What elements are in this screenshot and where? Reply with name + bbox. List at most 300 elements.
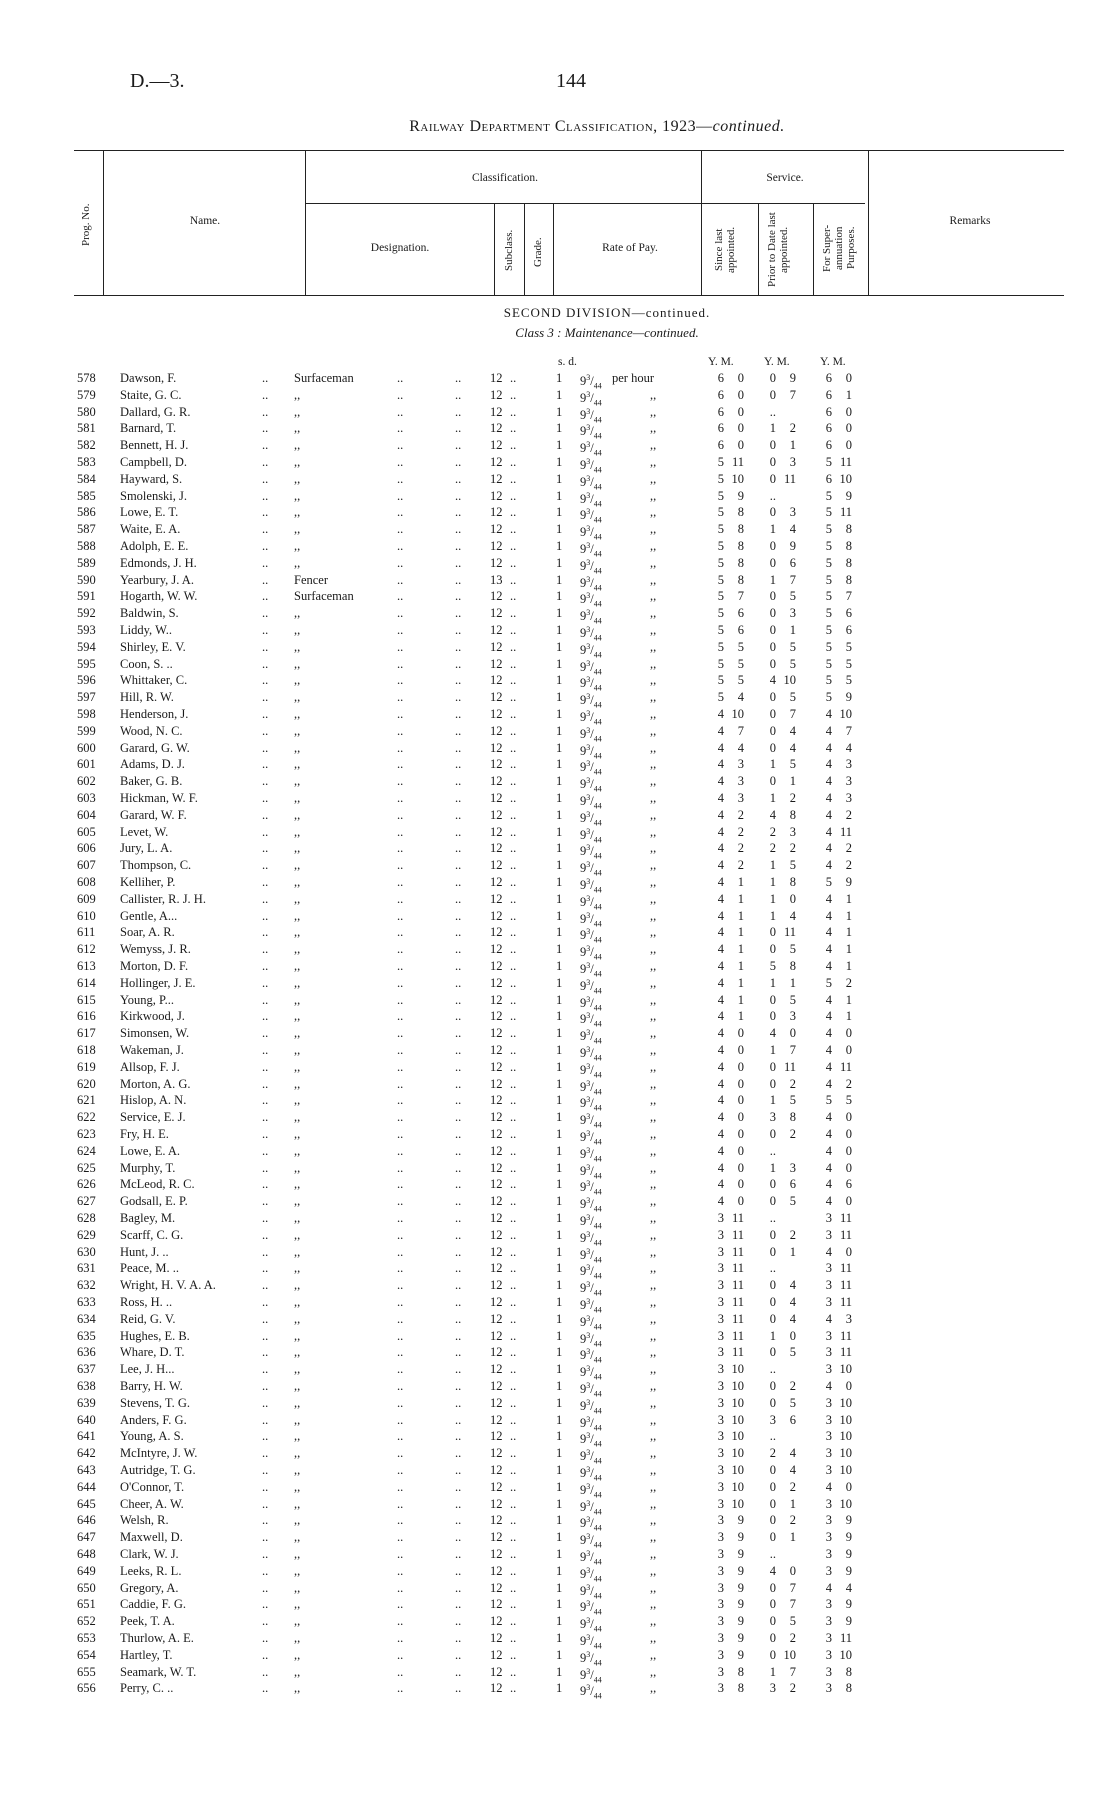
col-rate: Rate of Pay. — [602, 242, 658, 254]
subclass: 12 — [490, 606, 503, 621]
super-months: 1 — [845, 891, 852, 906]
leader-dots: .. — [455, 1647, 462, 1662]
prior-years: .. — [769, 1261, 776, 1276]
rate-unit: ,, — [650, 1647, 657, 1662]
designation: ,, — [294, 505, 301, 520]
title-continued: continued. — [712, 118, 785, 135]
prog-no: 650 — [77, 1580, 96, 1595]
prior-months: 7 — [789, 707, 796, 721]
grade: 1 — [556, 539, 563, 553]
leader-dots: .. — [455, 387, 462, 402]
designation: ,, — [294, 975, 301, 990]
super-months: 0 — [845, 421, 852, 436]
prog-no: 598 — [77, 707, 96, 721]
prior-months: 3 — [789, 1160, 796, 1175]
designation: ,, — [294, 488, 301, 503]
rate-of-pay: $9^3/_{44}$ — [580, 776, 602, 794]
employee-name: Murphy, T. — [120, 1160, 176, 1175]
leader-dots: .. — [455, 824, 462, 839]
prog-no: 610 — [77, 908, 96, 923]
super-months: 11 — [839, 1261, 852, 1276]
table-row — [0, 1311, 1114, 1332]
leader-dots: .. — [262, 1631, 269, 1645]
prog-no: 626 — [77, 1177, 96, 1192]
leader-dots: .. — [510, 841, 517, 856]
table-row — [0, 437, 1114, 458]
since-years: 5 — [717, 656, 724, 671]
rate-of-pay: $9^3/_{44}$ — [580, 641, 602, 660]
since-months: 9 — [737, 488, 744, 503]
super-months: 8 — [845, 539, 852, 553]
employee-name: Dawson, F. — [120, 371, 177, 385]
leader-dots: .. — [397, 757, 404, 772]
leader-dots: .. — [510, 1412, 517, 1427]
prior-years: 0 — [769, 387, 776, 402]
unit-sd: s. d. — [558, 356, 577, 368]
prior-years: 0 — [769, 1009, 776, 1024]
designation: ,, — [294, 1227, 301, 1242]
prog-no: 634 — [77, 1311, 96, 1326]
prog-no: 596 — [77, 673, 96, 688]
leader-dots: .. — [455, 1446, 462, 1461]
designation: ,, — [294, 1530, 301, 1545]
super-years: 5 — [825, 505, 832, 520]
super-months: 8 — [845, 555, 852, 570]
since-months: 11 — [731, 1345, 744, 1360]
prior-months: 8 — [789, 875, 796, 889]
unit-ym-super: Y. M. — [820, 356, 846, 368]
since-years: 3 — [717, 1379, 724, 1393]
super-years: 4 — [825, 959, 832, 973]
super-months: 4 — [845, 1580, 852, 1595]
prior-months: 3 — [789, 455, 796, 469]
prior-years: 1 — [769, 1043, 776, 1057]
since-years: 4 — [717, 1177, 724, 1192]
leader-dots: .. — [510, 1563, 517, 1578]
leader-dots: .. — [455, 1597, 462, 1612]
since-months: 8 — [737, 505, 744, 520]
subclass: 12 — [490, 1395, 503, 1410]
leader-dots: .. — [510, 1143, 517, 1158]
leader-dots: .. — [262, 1647, 269, 1662]
super-years: 4 — [825, 807, 832, 822]
rate-of-pay: $9^3/_{44}$ — [580, 389, 602, 408]
super-years: 3 — [825, 1278, 832, 1293]
leader-dots: .. — [455, 1681, 462, 1696]
table-row — [0, 773, 1114, 794]
rate-of-pay: $9^3/_{44}$ — [580, 1448, 602, 1466]
designation: ,, — [294, 908, 301, 923]
table-row — [0, 555, 1114, 576]
since-years: 4 — [717, 925, 724, 940]
table-row — [0, 454, 1114, 475]
leader-dots: .. — [397, 1328, 404, 1343]
subclass: 12 — [490, 1631, 503, 1645]
designation: ,, — [294, 1345, 301, 1360]
subclass: 12 — [490, 1059, 503, 1074]
grade: 1 — [556, 1664, 563, 1679]
prog-no: 655 — [77, 1664, 96, 1679]
super-years: 4 — [825, 791, 832, 805]
grade: 1 — [556, 1563, 563, 1578]
designation: ,, — [294, 1631, 301, 1645]
subclass: 12 — [490, 1563, 503, 1578]
prior-months: 7 — [789, 387, 796, 402]
leader-dots: .. — [397, 656, 404, 671]
since-years: 6 — [717, 404, 724, 419]
leader-dots: .. — [397, 1664, 404, 1679]
since-years: 3 — [717, 1328, 724, 1343]
super-months: 1 — [845, 1009, 852, 1024]
leader-dots: .. — [510, 1160, 517, 1175]
leader-dots: .. — [262, 757, 269, 772]
since-months: 2 — [737, 807, 744, 822]
unit-ym-prior: Y. M. — [764, 356, 790, 368]
super-years: 4 — [825, 1160, 832, 1175]
super-months: 8 — [845, 522, 852, 537]
super-years: 6 — [825, 404, 832, 419]
prog-no: 621 — [77, 1093, 96, 1108]
grade: 1 — [556, 791, 563, 805]
rate-of-pay: $9^3/_{44}$ — [580, 1162, 602, 1181]
prior-months: 0 — [789, 1328, 796, 1343]
table-row — [0, 605, 1114, 626]
super-months: 5 — [845, 656, 852, 671]
grade: 1 — [556, 841, 563, 856]
prior-months: 5 — [789, 757, 796, 772]
prior-months: 7 — [789, 1664, 796, 1679]
leader-dots: .. — [510, 807, 517, 822]
employee-name: Henderson, J. — [120, 707, 189, 721]
leader-dots: .. — [510, 1211, 517, 1225]
rate-of-pay: $9^3/_{44}$ — [580, 977, 602, 996]
rate-of-pay: $9^3/_{44}$ — [580, 1078, 602, 1097]
since-months: 9 — [737, 1614, 744, 1629]
leader-dots: .. — [510, 1362, 517, 1377]
leader-dots: .. — [510, 1261, 517, 1276]
prog-no: 590 — [77, 572, 96, 587]
prior-months: 5 — [789, 858, 796, 873]
table-row — [0, 1143, 1114, 1164]
designation: ,, — [294, 858, 301, 873]
since-months: 7 — [737, 723, 744, 738]
prog-no: 635 — [77, 1328, 96, 1343]
designation: ,, — [294, 942, 301, 957]
leader-dots: .. — [397, 1614, 404, 1629]
employee-name: Gentle, A... — [120, 908, 178, 923]
rate-of-pay: $9^3/_{44}$ — [580, 1515, 602, 1534]
leader-dots: .. — [510, 1278, 517, 1293]
prior-months: 1 — [789, 1496, 796, 1511]
leader-dots: .. — [455, 1110, 462, 1125]
grade: 1 — [556, 1647, 563, 1662]
rate-unit: ,, — [650, 1664, 657, 1679]
employee-name: Wakeman, J. — [120, 1043, 184, 1057]
leader-dots: .. — [397, 1513, 404, 1528]
prog-no: 595 — [77, 656, 96, 671]
leader-dots: .. — [397, 740, 404, 755]
rate-unit: ,, — [650, 740, 657, 755]
super-months: 1 — [845, 387, 852, 402]
prior-months: 4 — [789, 740, 796, 755]
leader-dots: .. — [397, 1160, 404, 1175]
employee-name: Young, P... — [120, 992, 174, 1007]
rate-unit: ,, — [650, 975, 657, 990]
leader-dots: .. — [262, 404, 269, 419]
employee-name: Baldwin, S. — [120, 606, 179, 621]
subclass: 12 — [490, 1160, 503, 1175]
leader-dots: .. — [455, 690, 462, 705]
rate-unit: ,, — [650, 807, 657, 822]
grade: 1 — [556, 606, 563, 621]
grade: 1 — [556, 623, 563, 637]
prog-no: 617 — [77, 1026, 96, 1041]
since-years: 3 — [717, 1227, 724, 1242]
vline-subclass — [524, 203, 525, 295]
prior-years: 0 — [769, 1463, 776, 1477]
since-years: 4 — [717, 908, 724, 923]
designation: ,, — [294, 1463, 301, 1477]
designation: ,, — [294, 1614, 301, 1629]
super-years: 3 — [825, 1530, 832, 1545]
leader-dots: .. — [397, 1261, 404, 1276]
vline-grade — [553, 203, 554, 295]
subclass: 12 — [490, 757, 503, 772]
super-months: 10 — [839, 707, 852, 721]
leader-dots: .. — [455, 1563, 462, 1578]
employee-name: Campbell, D. — [120, 455, 188, 469]
since-months: 10 — [731, 1412, 744, 1427]
leader-dots: .. — [262, 639, 269, 654]
leader-dots: .. — [262, 421, 269, 436]
prog-no: 580 — [77, 404, 96, 419]
designation: ,, — [294, 757, 301, 772]
leader-dots: .. — [510, 488, 517, 503]
super-years: 5 — [825, 673, 832, 688]
leader-dots: .. — [397, 1395, 404, 1410]
prior-months: 6 — [789, 555, 796, 570]
designation: ,, — [294, 1563, 301, 1578]
super-months: 11 — [839, 1211, 852, 1225]
rate-unit: ,, — [650, 1160, 657, 1175]
since-years: 4 — [717, 959, 724, 973]
prior-months: 0 — [789, 1563, 796, 1578]
grade: 1 — [556, 1244, 563, 1259]
rate-unit: ,, — [650, 1463, 657, 1477]
prior-years: 1 — [769, 1160, 776, 1175]
grade: 1 — [556, 1093, 563, 1108]
rate-unit: ,, — [650, 1227, 657, 1242]
since-years: 4 — [717, 707, 724, 721]
designation: ,, — [294, 925, 301, 940]
leader-dots: .. — [455, 673, 462, 688]
table-row — [0, 538, 1114, 559]
table-row — [0, 1109, 1114, 1130]
leader-dots: .. — [455, 774, 462, 789]
grade: 1 — [556, 1580, 563, 1595]
grade: 1 — [556, 1278, 563, 1293]
leader-dots: .. — [397, 908, 404, 923]
leader-dots: .. — [455, 623, 462, 637]
prior-years: .. — [769, 1429, 776, 1444]
since-years: 4 — [717, 992, 724, 1007]
employee-name: Dallard, G. R. — [120, 404, 191, 419]
col-prior-to-date: Prior to Date last appointed. — [766, 212, 790, 288]
unit-ym-since: Y. M. — [708, 356, 734, 368]
prog-no: 602 — [77, 774, 96, 789]
prior-years: .. — [769, 1547, 776, 1561]
rate-unit: ,, — [650, 404, 657, 419]
grade: 1 — [556, 1547, 563, 1561]
prog-no: 608 — [77, 875, 96, 889]
leader-dots: .. — [455, 740, 462, 755]
subclass: 12 — [490, 1043, 503, 1057]
leader-dots: .. — [397, 1446, 404, 1461]
prior-months: 2 — [789, 791, 796, 805]
leader-dots: .. — [510, 589, 517, 604]
rate-unit: ,, — [650, 656, 657, 671]
table-row — [0, 1042, 1114, 1063]
subclass: 12 — [490, 1379, 503, 1393]
grade: 1 — [556, 959, 563, 973]
prog-no: 637 — [77, 1362, 96, 1377]
since-years: 4 — [717, 975, 724, 990]
super-years: 4 — [825, 1059, 832, 1074]
grade: 1 — [556, 1463, 563, 1477]
prog-no: 594 — [77, 639, 96, 654]
super-months: 5 — [845, 673, 852, 688]
rate-of-pay: $9^3/_{44}$ — [580, 658, 602, 677]
rate-unit: ,, — [650, 606, 657, 621]
rate-unit: ,, — [650, 1194, 657, 1209]
prior-months: 7 — [789, 572, 796, 587]
grade: 1 — [556, 1597, 563, 1612]
employee-name: Reid, G. V. — [120, 1311, 176, 1326]
rate-of-pay: $9^3/_{44}$ — [580, 1045, 602, 1063]
super-years: 5 — [825, 606, 832, 621]
rate-unit: ,, — [650, 1211, 657, 1225]
prior-months: 8 — [789, 1110, 796, 1125]
since-months: 4 — [737, 740, 744, 755]
rate-of-pay: $9^3/_{44}$ — [580, 473, 602, 492]
leader-dots: .. — [262, 488, 269, 503]
leader-dots: .. — [397, 1143, 404, 1158]
since-months: 1 — [737, 891, 744, 906]
leader-dots: .. — [455, 1211, 462, 1225]
prior-months: 2 — [789, 1479, 796, 1494]
leader-dots: .. — [262, 1681, 269, 1696]
designation: ,, — [294, 1043, 301, 1057]
since-months: 0 — [737, 404, 744, 419]
grade: 1 — [556, 572, 563, 587]
super-months: 0 — [845, 1244, 852, 1259]
rate-of-pay: $9^3/_{44}$ — [580, 742, 602, 761]
leader-dots: .. — [510, 1429, 517, 1444]
leader-dots: .. — [397, 841, 404, 856]
rate-unit: ,, — [650, 992, 657, 1007]
leader-dots: .. — [262, 875, 269, 889]
table-row — [0, 1428, 1114, 1450]
since-months: 11 — [731, 1261, 744, 1276]
since-months: 0 — [737, 1093, 744, 1108]
rate-unit: ,, — [650, 1547, 657, 1561]
prog-no: 599 — [77, 723, 96, 738]
subclass: 12 — [490, 807, 503, 822]
leader-dots: .. — [262, 589, 269, 604]
vline-since — [758, 203, 759, 295]
table-row — [0, 975, 1114, 996]
table-row — [0, 908, 1114, 929]
prior-months: 5 — [789, 1194, 796, 1209]
leader-dots: .. — [510, 1177, 517, 1192]
leader-dots: .. — [262, 841, 269, 856]
rate-of-pay: $9^3/_{44}$ — [580, 1666, 602, 1685]
table-row — [0, 1664, 1114, 1685]
designation: Fencer — [294, 572, 329, 587]
rate-of-pay: $9^3/_{44}$ — [580, 809, 602, 828]
subclass: 12 — [490, 656, 503, 671]
leader-dots: .. — [262, 438, 269, 453]
col-designation: Designation. — [370, 242, 430, 254]
designation: ,, — [294, 471, 301, 486]
since-months: 0 — [737, 1143, 744, 1158]
leader-dots: .. — [262, 505, 269, 520]
since-years: 4 — [717, 875, 724, 889]
super-months: 2 — [845, 975, 852, 990]
leader-dots: .. — [397, 1496, 404, 1511]
table-row — [0, 1529, 1114, 1550]
col-service: Service. — [766, 172, 804, 184]
rate-unit: ,, — [650, 1379, 657, 1393]
rate-of-pay: $9^3/_{44}$ — [580, 1246, 602, 1265]
prior-months: 11 — [783, 471, 796, 486]
prog-no: 615 — [77, 992, 96, 1007]
super-months: 3 — [845, 791, 852, 805]
grade: 1 — [556, 1110, 563, 1125]
super-years: 3 — [825, 1295, 832, 1309]
leader-dots: .. — [262, 1547, 269, 1561]
rate-unit: ,, — [650, 1479, 657, 1494]
since-months: 3 — [737, 791, 744, 805]
since-years: 4 — [717, 1127, 724, 1141]
grade: 1 — [556, 1177, 563, 1192]
prior-months: 0 — [789, 891, 796, 906]
rate-unit: ,, — [650, 1580, 657, 1595]
table-row — [0, 471, 1114, 492]
leader-dots: .. — [455, 807, 462, 822]
subclass: 12 — [490, 673, 503, 688]
since-months: 9 — [737, 1547, 744, 1561]
leader-dots: .. — [397, 1547, 404, 1561]
since-years: 3 — [717, 1614, 724, 1629]
rate-unit: ,, — [650, 539, 657, 553]
super-years: 5 — [825, 455, 832, 469]
grade: 1 — [556, 1160, 563, 1175]
rate-of-pay: $9^3/_{44}$ — [580, 994, 602, 1013]
super-months: 9 — [845, 1547, 852, 1561]
leader-dots: .. — [397, 992, 404, 1007]
since-months: 9 — [737, 1513, 744, 1528]
prior-years: .. — [769, 1143, 776, 1158]
since-months: 11 — [731, 1328, 744, 1343]
employee-name: Morton, D. F. — [120, 959, 189, 973]
leader-dots: .. — [262, 1295, 269, 1309]
subclass: 12 — [490, 1076, 503, 1091]
prior-years: 0 — [769, 471, 776, 486]
prior-years: 0 — [769, 1227, 776, 1242]
leader-dots: .. — [455, 1664, 462, 1679]
super-years: 5 — [825, 589, 832, 604]
